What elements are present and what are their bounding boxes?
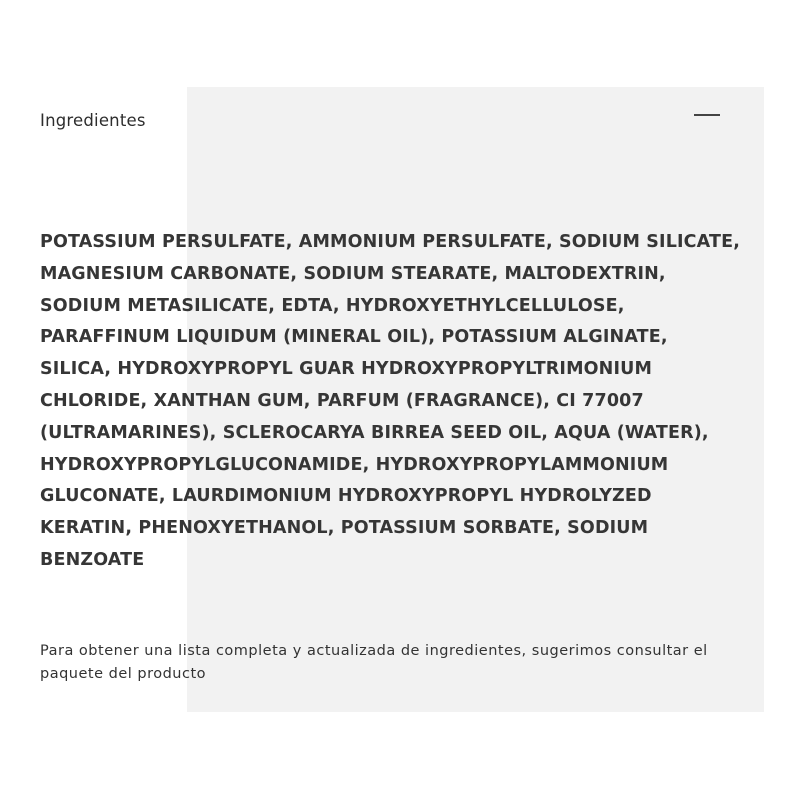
ingredients-disclaimer: Para obtener una lista completa y actualizada de ingredientes, sugerimos consultar el paquete del producto <box>40 643 708 682</box>
accordion-title: Ingredientes <box>40 111 146 130</box>
collapse-button[interactable] <box>690 108 722 122</box>
accordion-header[interactable] <box>40 108 730 136</box>
ingredients-list: POTASSIUM PERSULFATE, AMMONIUM PERSULFATE, SODIUM SILICATE, MAGNESIUM CARBONATE, SODIUM STEARATE, MALTODEXTRIN, SODIUM METASILICATE, EDTA, HYDROXYETHYLCELLULOSE, PARAFFINUM LIQUIDUM (MINERAL OIL), POTASSIUM ALGINATE, SILICA, HYDROXYPROPYL GUAR HYDROXYPROPYLTRIMONIUM CHLORIDE, XANTHAN GUM, PARFUM (FRAGRANCE), CI 77007 (ULTRAMARINES), SCLEROCARYA BIRREA SEED OIL, AQUA (WATER), HYDROXYPROPYLGLUCONAMIDE, HYDROXYPROPYLAMMONIUM GLUCONATE, LAURDIMONIUM HYDROXYPROPYL HYDROLYZED KERATIN, PHENOXYETHANOL, POTASSIUM SORBATE, SODIUM BENZOATE <box>40 232 740 570</box>
minus-icon <box>694 114 720 116</box>
